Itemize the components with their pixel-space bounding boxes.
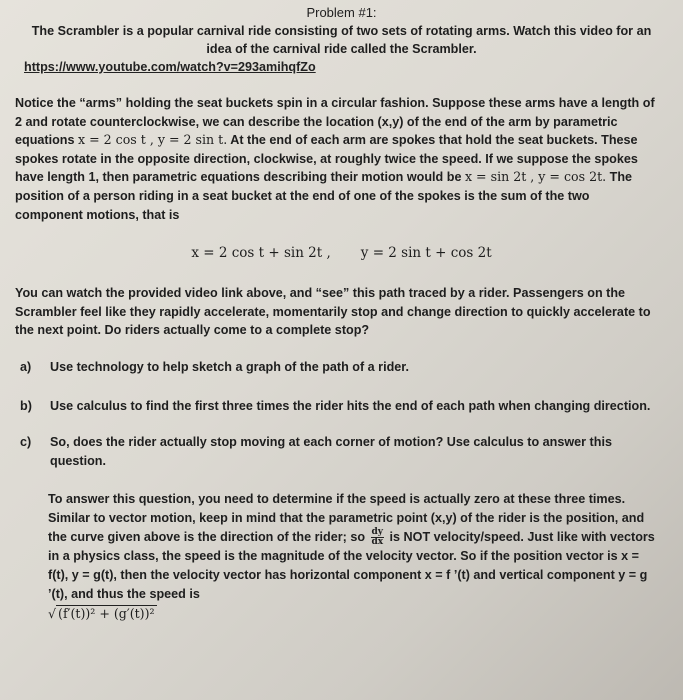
- paragraph-arms-part2: At the end of each arm are spokes that hold the seat buckets. These spokes rotate in the opposite direction, clockwise, at roughly twice the speed. If we suppose the spokes have length 1, then parametric equations describing their motion would be: [15, 133, 638, 185]
- question-a: [15, 358, 657, 377]
- problem-title: Problem #1:: [306, 5, 377, 20]
- question-text: So, does the rider actually stop moving at each corner of motion? Use calculus to answer this question.: [50, 435, 612, 468]
- paragraph-video: You can watch the provided video link above, and “see” this path traced by a rider. Passengers on the Scrambler feel like they rapidly accelerate, momentarily stop and change direction to quickly accelerate to the next point. Do riders actually come to a complete stop?: [15, 286, 651, 338]
- question-label: c): [20, 435, 32, 450]
- speed-formula: √ (f′(t))² + (g′(t))²: [48, 606, 155, 622]
- speed-formula-radicand: (f′(t))² + (g′(t))²: [58, 606, 155, 622]
- question-label: b): [20, 398, 32, 413]
- answer-part2: is NOT velocity/speed. Just like with vectors in a physics class, the speed is the magnitude of the velocity vector. So if the position vector is x = f(t), y = g(t), then the velocity vector has horizontal component x = f ’(t) and vertical component y = g ’(t), and thus the speed is: [48, 530, 655, 602]
- sum-equation: [0, 244, 683, 262]
- answer-guidance: [48, 490, 657, 623]
- dy-dx-fraction: [371, 528, 385, 547]
- question-text: Use calculus to find the first three times the rider hits the end of each path when changing direction.: [50, 398, 651, 413]
- answer-part1: To answer this question, you need to determine if the speed is actually zero at these three times. Similar to vector motion, keep in mind that the parametric point (x,y) of the rider is the position, and the curve given above is the direction of the rider; so: [48, 492, 645, 545]
- question-b: [15, 397, 657, 416]
- question-text: Use technology to help sketch a graph of the path of a rider.: [50, 359, 409, 374]
- spoke-equation: x = sin 2t , y = cos 2t.: [464, 169, 607, 185]
- paragraph-arms: [15, 94, 657, 224]
- question-c: [15, 433, 657, 470]
- intro-text: The Scrambler is a popular carnival ride consisting of two sets of rotating arms. Watch this video for an idea of the carnival ride called the Scrambler.: [31, 24, 652, 56]
- arm-equation: x = 2 cos t , y = 2 sin t.: [77, 132, 228, 148]
- fraction-denominator: dx: [371, 537, 384, 548]
- fraction-numerator: dy: [371, 527, 384, 538]
- sum-equation-x: x = 2 cos t + sin 2t ,: [191, 245, 331, 262]
- paragraph-arms-part3: The position of a person riding in a seat bucket at the end of one of the spokes is the sum of the two component motions, that is: [15, 170, 633, 222]
- sum-equation-y: y = 2 sin t + cos 2t: [360, 245, 492, 262]
- video-link[interactable]: https://www.youtube.com/watch?v=293amihqfZo: [24, 60, 316, 74]
- question-label: a): [20, 359, 32, 374]
- paragraph-arms-part1: Notice the “arms” holding the seat buckets spin in a circular fashion. Suppose these arms have a length of 2 and rotate counterclockwise, we can describe the location (x,y) of the end of the arm by parametric equations: [15, 96, 655, 148]
